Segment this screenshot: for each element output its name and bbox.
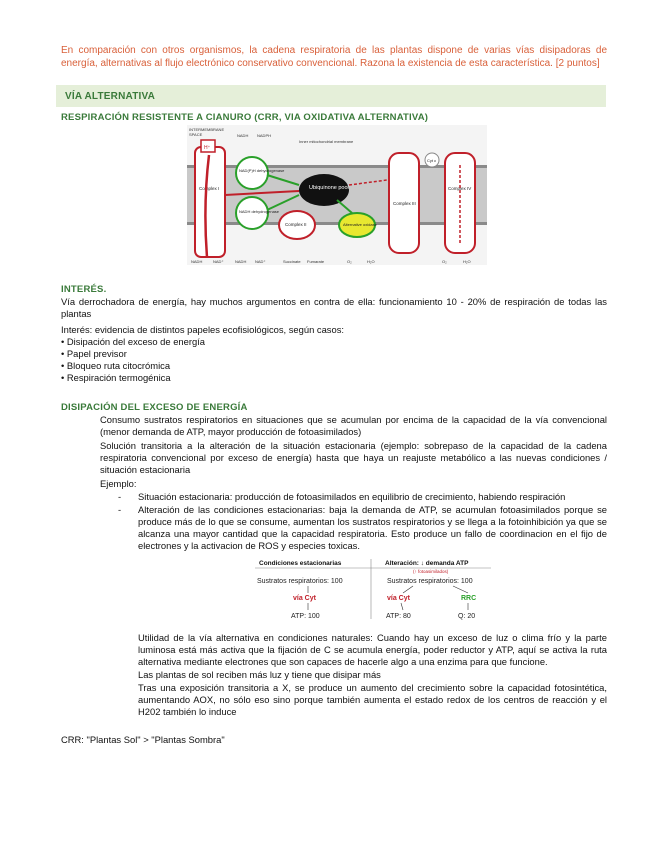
- table-atp-80: ATP: 80: [386, 613, 411, 620]
- svg-text:NAD⁺: NAD⁺: [213, 259, 224, 264]
- list-item: • Respiración termogénica: [61, 372, 171, 383]
- complex-iii-label: Complex III: [393, 201, 416, 206]
- respiratory-chain-diagram: [187, 125, 487, 265]
- table-rrc: RRC: [461, 595, 477, 602]
- nadph-dh-circle: [236, 157, 268, 189]
- svg-text:H₂O: H₂O: [367, 259, 375, 264]
- subtitle: RESPIRACIÓN RESISTENTE A CIANURO (CRR, VIA OXIDATIVA ALTERNATIVA): [61, 112, 429, 123]
- svg-text:O₂: O₂: [347, 259, 352, 264]
- dash-1: -: [118, 491, 122, 502]
- interes-heading: INTERÉS.: [61, 284, 107, 295]
- svg-text:H₂O: H₂O: [463, 259, 471, 264]
- table-via-cyt-1: vía Cyt: [293, 595, 316, 602]
- h-plus-label: H⁺: [204, 145, 211, 151]
- table-col1-title: Condiciones estacionarias: [259, 560, 342, 567]
- disipacion-bullet-1: Situación estacionaria: producción de fotoasimilados en equilibrio de crecimiento, habiendo respiración: [138, 491, 566, 502]
- footer-crr: CRR: "Plantas Sol" > "Plantas Sombra": [61, 734, 225, 745]
- table-via-cyt-2: vía Cyt: [387, 595, 410, 602]
- svg-text:O₂: O₂: [442, 259, 447, 264]
- list-item: • Papel previsor: [61, 348, 127, 359]
- interes-line-2: Interés: evidencia de distintos papeles ecofisiológicos, según casos:: [61, 324, 344, 335]
- list-item: • Bloqueo ruta citocrómica: [61, 360, 171, 371]
- table-col1-substrates: Sustratos respiratorios: 100: [257, 578, 343, 585]
- disipacion-bullet-2: Alteración de las condiciones estacionarias: baja la demanda de ATP, se acumulan fotoasimilados porque se produce más de lo que se consume, aumentan los sustratos respiratorios y se llega a la fotoinhibición ya que se alcanza una mayor cantidad que la capacidad respiratoria. Esto produce un fallo de coordinacion en el fijo de electrones y la activacion de ROS y especies toxicas.: [138, 504, 607, 551]
- nadph-top-label: NADPH: [257, 133, 272, 138]
- svg-text:NADH: NADH: [235, 259, 247, 264]
- conditions-table: [253, 557, 493, 621]
- list-item: • Disipación del exceso de energía: [61, 336, 205, 347]
- section-title: VÍA ALTERNATIVA: [65, 91, 156, 102]
- svg-text:Succinate: Succinate: [283, 259, 301, 264]
- disipacion-heading: DISIPACIÓN DEL EXCESO DE ENERGÍA: [61, 402, 248, 413]
- complex-iv-label: Complex IV: [448, 186, 472, 191]
- table-col2-title: Alteración: ↓ demanda ATP: [385, 560, 469, 567]
- disipacion-p2: Solución transitoria a la alteración de la situación estacionaria (ejemplo: sobrepaso de la capacidad de la cadena respiratoria convencional por exceso de energía) hasta que haya un reajuste metabólico a las nuevas condiciones / situación estacionaria: [100, 440, 607, 475]
- dash-2: -: [118, 504, 122, 515]
- label-intermembrane: INTERMEMBRANE: [189, 127, 225, 132]
- label-space: SPACE: [189, 132, 203, 137]
- svg-text:Fumarate: Fumarate: [307, 259, 325, 264]
- disipacion-after-1: Utilidad de la vía alternativa en condiciones naturales: Cuando hay un exceso de luz o clima frío y la parte luminosa está más activa que la fijación de C se acumula energía, poder reductor y ATP, aquí se activa la ruta alternativa mediante electrones que son capaces de hacerle algo a una enzima para que funcione.: [138, 632, 607, 667]
- cyt-c-label: Cyt c: [427, 158, 437, 163]
- table-col2-substrates: Sustratos respiratorios: 100: [387, 578, 473, 585]
- svg-text:NADH: NADH: [191, 259, 203, 264]
- svg-text:NAD⁺: NAD⁺: [255, 259, 266, 264]
- disipacion-after-3: Tras una exposición transitoria a X, se produce un aumento del crecimiento sobre la capacidad fotosintética, aumentando AOX, no sólo eso sino porque también aumenta el estado redox de los centros de reacción y el H202 también lo induce: [138, 682, 607, 717]
- question-text: En comparación con otros organismos, la cadena respiratoria de las plantas dispone de varias vías disipadoras de energía, alternativas al flujo electrónico conservativo convencional. Razona la existencia de esta característica. [2 puntos]: [61, 45, 607, 69]
- inner-membrane-label: Inner mitochondrial membrane: [299, 139, 354, 144]
- complex-i-label: Complex I: [199, 186, 220, 191]
- disipacion-after-2: Las plantas de sol reciben más luz y tiene que disipar más: [138, 669, 381, 680]
- table-col2-sub: (↑ fotoasimilados): [413, 569, 449, 574]
- table-q-20: Q: 20: [458, 613, 476, 620]
- nadph-dh-label: NAD(P)H dehydrogenase: [239, 168, 285, 173]
- nadh-top-label: NADH: [237, 133, 249, 138]
- alt-oxidase-label: Alternative oxidase: [343, 222, 377, 227]
- interes-line-1: Vía derrochadora de energía, hay muchos argumentos en contra de ella: funcionamiento 10 - 20% de respiración de todas las plantas: [61, 296, 607, 319]
- complex-ii-label: Complex II: [285, 222, 307, 227]
- table-atp-100: ATP: 100: [291, 613, 320, 620]
- disipacion-p1: Consumo sustratos respiratorios en situaciones que se acumulan por encima de la capacidad de la vía convencional (menor demanda de ATP, mayor producción de fotoasimilados): [100, 414, 607, 437]
- nadh-dh-label: NADH dehydrogenase: [239, 209, 280, 214]
- disipacion-ejemplo: Ejemplo:: [100, 478, 137, 489]
- complex-i-shape: [195, 147, 225, 257]
- interes-list: [61, 336, 205, 384]
- ubiquinone-pool-label: Ubiquinone pool: [309, 185, 349, 191]
